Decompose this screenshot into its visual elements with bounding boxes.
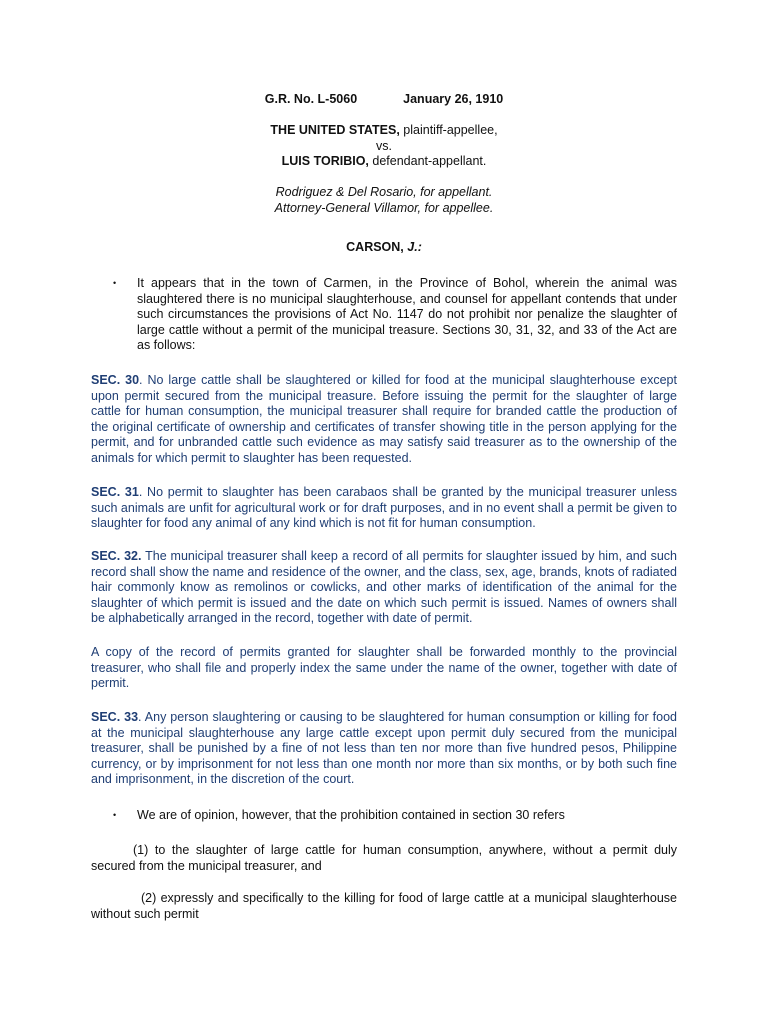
counsel-appellee: Attorney-General Villamor, for appellee. [274,200,494,215]
versus: vs. [376,138,392,153]
case-number: G.R. No. L-5060 [264,92,358,106]
section-label: SEC. 31 [91,485,139,499]
plaintiff-line [0,123,768,139]
plaintiff-role: plaintiff-appellee, [399,123,498,137]
defendant-line [0,154,768,170]
section-32-continuation [91,645,677,692]
section-text: . Any person slaughtering or causing to be slaughtered for human consumption or killing for food at the municipal slaughterhouse any large cattle except upon permit duly secured from the municipal treasurer, shall be punished by a fine of not less than ten nor more than five hundred pesos, Philippine currency, or by imprisonment for not less than one month nor more than six months, or by both such fine and imprisonment, in the discretion of the court. [91,710,677,787]
bullet-text: We are of opinion, however, that the prohibition contained in section 30 refers [137,808,565,822]
section-label: SEC. 33 [91,710,139,724]
section-33 [91,710,677,788]
ponente [0,240,768,254]
case-number-line [0,92,768,108]
judge-title: J.: [403,240,422,254]
section-text: A copy of the record of permits granted for slaughter shall be forwarded monthly to the provincial treasurer, who shall file and properly index the same under the name of the owner, together with date of permit. [91,645,677,691]
case-date: January 26, 1910 [403,92,504,106]
plaintiff-name: THE UNITED STATES, [270,123,400,137]
counsel-appellant: Rodriguez & Del Rosario, for appellant. [275,185,493,199]
defendant-name: LUIS TORIBIO, [281,154,369,168]
judge-name: CARSON, [346,240,404,254]
section-text: . No large cattle shall be slaughtered or killed for food at the municipal slaughterhouse except upon permit secured from the municipal treasure. Before issuing the permit for the slaughter of large cattle for human consumption, the municipal treasurer shall require for branded cattle the production of the original certificate of ownership and certificates of transfer showing title in the person applying for the permit, and for unbranded cattle such evidence as may satisfy said treasurer as to the ownership of the animals for which permit to slaughter has been requested. [91,373,677,465]
bullet-icon: • [113,278,117,288]
bullet-text: It appears that in the town of Carmen, in the Province of Bohol, wherein the animal was slaughtered there is no municipal slaughterhouse, and counsel for appellant contends that under such circumstances the provisions of Act No. 1147 do not prohibit nor penalize the slaughter of large cattle without a permit of the municipal treasure. Sections 30, 31, 32, and 33 of the Act are as follows: [137,276,677,353]
defendant-role: defendant-appellant. [368,154,487,168]
section-text: The municipal treasurer shall keep a record of all permits for slaughter issued by him, and such record shall show the name and residence of the owner, and the class, sex, age, brands, knots of radiated hair commonly know as remolinos or cowlicks, and other marks of identification of the animal for the slaughter of which permit is issued and the date on which such permit is issued. Names of owners shall be alphabetically arranged in the record, together with date of permit. [91,549,678,626]
section-label: SEC. 32. [91,549,142,563]
bullet-icon: • [113,810,117,820]
bullet-paragraph-1 [91,276,677,354]
section-text: . No permit to slaughter has been carabaos shall be granted by the municipal treasurer unless such animals are unfit for agricultural work or for draft purposes, and in no event shall a permit be given to slaughter for food any animal of any kind which is not fit for human consumption. [91,485,677,531]
section-31 [91,485,677,532]
clause-2: (2) expressly and specifically to the killing for food of large cattle at a municipal slaughterhouse without such permit [91,891,677,921]
bullet-paragraph-2 [91,808,677,824]
clause-1: (1) to the slaughter of large cattle for human consumption, anywhere, without a permit duly secured from the municipal treasurer, and [91,843,677,873]
section-32 [91,549,677,627]
section-30 [91,373,677,467]
case-header [0,92,768,216]
section-label: SEC. 30 [91,373,140,387]
